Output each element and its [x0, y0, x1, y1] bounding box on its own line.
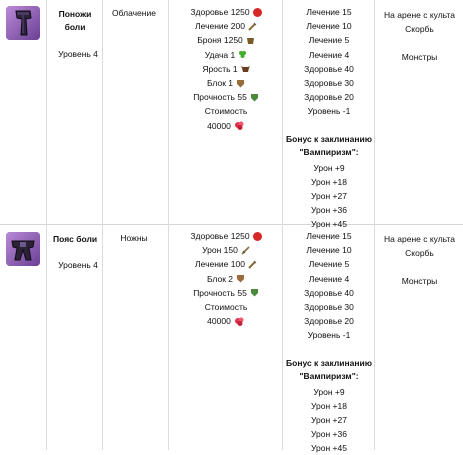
stat-text: Блок 1	[206, 78, 234, 89]
stat-text: Удача 1	[204, 49, 236, 60]
item-source	[376, 8, 463, 64]
bonus-line: Здоровье 40	[304, 287, 354, 298]
stat-line	[170, 48, 282, 62]
stat-text: Ярость 1	[202, 63, 238, 74]
stat-text: Урон 150	[202, 245, 238, 256]
spell-bonus-header: Бонус к заклинанию	[286, 133, 372, 144]
stat-text: Прочность 55	[193, 287, 247, 298]
spell-bonus-line: Урон +45	[311, 443, 347, 454]
item-level: Уровень 4	[58, 49, 98, 59]
bonus-line: Здоровье 30	[304, 302, 354, 313]
item-bonuses	[284, 229, 374, 455]
bonus-line: Лечение 4	[308, 273, 350, 284]
shield-icon	[236, 274, 245, 283]
source-monsters: Монстры	[401, 52, 438, 62]
bonus-line: Уровень -1	[307, 106, 351, 117]
stat-line	[170, 19, 282, 33]
bonus-line: Лечение 4	[308, 49, 350, 60]
stat-line	[170, 5, 282, 19]
spell-bonus-line: Урон +27	[311, 414, 347, 425]
durability-shield-icon	[250, 93, 259, 102]
cost-label: Стоимость	[204, 302, 248, 313]
bonus-line: Лечение 10	[306, 245, 352, 256]
spell-name: "Вампиризм":	[299, 146, 359, 157]
spell-name: "Вампиризм":	[299, 370, 359, 381]
bonus-line: Лечение 15	[306, 231, 352, 242]
syringe-icon	[248, 260, 257, 269]
heart-icon	[253, 8, 262, 17]
item-type: Ножны	[120, 233, 148, 243]
item-bonuses	[284, 5, 374, 231]
bonus-line: Уровень -1	[307, 330, 351, 341]
stat-line	[170, 257, 282, 271]
stat-line	[170, 33, 282, 47]
ruby-icon	[234, 316, 245, 327]
stat-line	[170, 119, 282, 133]
stat-line	[170, 104, 282, 118]
bonus-line: Лечение 15	[306, 7, 352, 18]
bonus-line: Здоровье 30	[304, 78, 354, 89]
stat-line	[170, 229, 282, 243]
stat-text: Лечение 200	[195, 21, 245, 32]
stat-text: Лечение 100	[195, 259, 245, 270]
spell-bonus-line: Урон +45	[311, 219, 347, 230]
stat-text: Блок 2	[206, 273, 234, 284]
spell-bonus-line: Урон +36	[311, 205, 347, 216]
item-name: Поножи боли	[58, 9, 92, 32]
stat-line	[170, 62, 282, 76]
cost-value: 40000	[207, 120, 231, 131]
source-location: Скорбь	[405, 24, 434, 34]
stat-line	[170, 300, 282, 314]
item-row-belt	[0, 225, 463, 454]
stat-text: Здоровье 1250	[190, 7, 250, 18]
source-location: Скорбь	[405, 248, 434, 258]
spell-bonus-line: Урон +9	[313, 162, 345, 173]
bonus-line: Здоровье 20	[304, 316, 354, 327]
armor-icon	[246, 36, 255, 45]
spell-bonus-line: Урон +18	[311, 176, 347, 187]
stat-line	[170, 272, 282, 286]
cost-value: 40000	[207, 316, 231, 327]
bonus-line: Лечение 5	[308, 35, 350, 46]
spell-bonus-line: Урон +36	[311, 429, 347, 440]
bonus-line: Здоровье 40	[304, 63, 354, 74]
item-level: Уровень 4	[58, 260, 98, 270]
clover-icon	[238, 50, 247, 59]
shield-icon	[236, 79, 245, 88]
source-arena: На арене с культа	[384, 234, 455, 244]
source-monsters: Монстры	[401, 276, 438, 286]
item-stats	[170, 229, 282, 328]
bonus-line: Здоровье 20	[304, 92, 354, 103]
stat-line	[170, 314, 282, 328]
stat-text: Здоровье 1250	[190, 231, 250, 242]
bull-icon	[241, 64, 250, 73]
heart-icon	[253, 232, 262, 241]
syringe-icon	[248, 22, 257, 31]
source-arena: На арене с культа	[384, 10, 455, 20]
cost-label: Стоимость	[204, 106, 248, 117]
belt-item-image[interactable]	[6, 232, 40, 266]
leggings-item-image[interactable]	[6, 6, 40, 40]
item-type: Облачение	[112, 8, 156, 18]
stat-text: Прочность 55	[193, 92, 247, 103]
item-name: Пояс боли	[53, 234, 98, 244]
spell-bonus-header: Бонус к заклинанию	[286, 357, 372, 368]
stat-line	[170, 90, 282, 104]
durability-shield-icon	[250, 288, 259, 297]
stat-line	[170, 286, 282, 300]
bonus-line: Лечение 5	[308, 259, 350, 270]
bonus-line: Лечение 10	[306, 21, 352, 32]
item-stats	[170, 5, 282, 133]
spell-bonus-line: Урон +18	[311, 400, 347, 411]
sword-icon	[241, 246, 250, 255]
item-source	[376, 232, 463, 288]
stat-text: Броня 1250	[197, 35, 243, 46]
stat-line	[170, 76, 282, 90]
ruby-icon	[234, 120, 245, 131]
spell-bonus-line: Урон +27	[311, 190, 347, 201]
spell-bonus-line: Урон +9	[313, 386, 345, 397]
stat-line	[170, 243, 282, 257]
